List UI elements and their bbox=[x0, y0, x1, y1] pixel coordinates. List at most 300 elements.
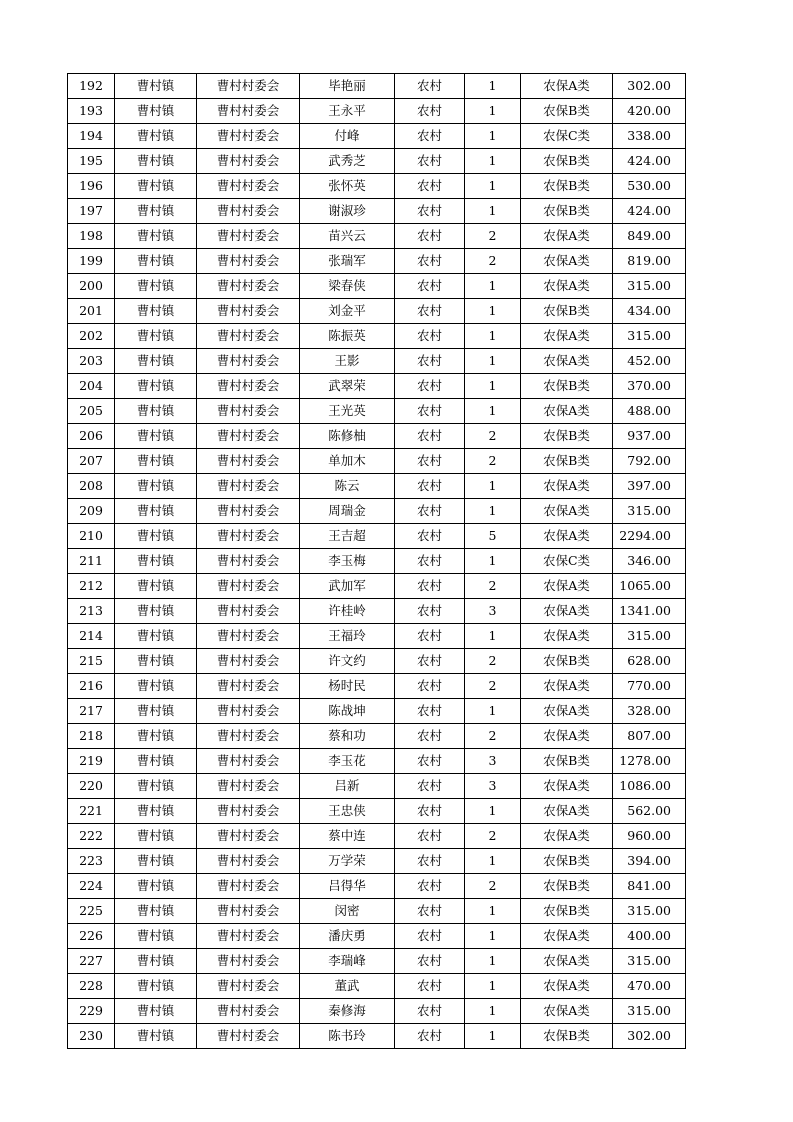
town-cell: 曹村镇 bbox=[115, 199, 197, 224]
amount-cell: 2294.00 bbox=[613, 524, 686, 549]
insurance-category-cell: 农保A类 bbox=[521, 949, 613, 974]
amount-cell: 346.00 bbox=[613, 549, 686, 574]
person-count-cell: 1 bbox=[465, 899, 521, 924]
village-committee-cell: 曹村村委会 bbox=[197, 399, 300, 424]
person-name-cell: 蔡中连 bbox=[300, 824, 395, 849]
town-cell: 曹村镇 bbox=[115, 124, 197, 149]
table-row bbox=[68, 549, 686, 574]
person-name-cell: 武翠荣 bbox=[300, 374, 395, 399]
household-type-cell: 农村 bbox=[395, 274, 465, 299]
person-count-cell: 2 bbox=[465, 424, 521, 449]
table-row bbox=[68, 749, 686, 774]
household-type-cell: 农村 bbox=[395, 424, 465, 449]
person-count-cell: 1 bbox=[465, 174, 521, 199]
roster-table bbox=[67, 73, 686, 1049]
insurance-category-cell: 农保A类 bbox=[521, 999, 613, 1024]
household-type-cell: 农村 bbox=[395, 674, 465, 699]
town-cell: 曹村镇 bbox=[115, 949, 197, 974]
household-type-cell: 农村 bbox=[395, 799, 465, 824]
person-name-cell: 王永平 bbox=[300, 99, 395, 124]
person-count-cell: 1 bbox=[465, 299, 521, 324]
person-count-cell: 1 bbox=[465, 324, 521, 349]
town-cell: 曹村镇 bbox=[115, 274, 197, 299]
amount-cell: 452.00 bbox=[613, 349, 686, 374]
insurance-category-cell: 农保A类 bbox=[521, 624, 613, 649]
row-number: 204 bbox=[68, 374, 115, 399]
row-number: 230 bbox=[68, 1024, 115, 1049]
amount-cell: 315.00 bbox=[613, 499, 686, 524]
person-name-cell: 付峰 bbox=[300, 124, 395, 149]
row-number: 221 bbox=[68, 799, 115, 824]
row-number: 225 bbox=[68, 899, 115, 924]
amount-cell: 562.00 bbox=[613, 799, 686, 824]
person-count-cell: 5 bbox=[465, 524, 521, 549]
person-name-cell: 秦修海 bbox=[300, 999, 395, 1024]
person-count-cell: 2 bbox=[465, 574, 521, 599]
person-count-cell: 2 bbox=[465, 824, 521, 849]
village-committee-cell: 曹村村委会 bbox=[197, 574, 300, 599]
person-count-cell: 1 bbox=[465, 199, 521, 224]
amount-cell: 424.00 bbox=[613, 199, 686, 224]
insurance-category-cell: 农保B类 bbox=[521, 899, 613, 924]
table-row bbox=[68, 574, 686, 599]
insurance-category-cell: 农保A类 bbox=[521, 824, 613, 849]
village-committee-cell: 曹村村委会 bbox=[197, 949, 300, 974]
insurance-category-cell: 农保A类 bbox=[521, 74, 613, 99]
table-row bbox=[68, 1024, 686, 1049]
amount-cell: 807.00 bbox=[613, 724, 686, 749]
person-count-cell: 2 bbox=[465, 874, 521, 899]
town-cell: 曹村镇 bbox=[115, 899, 197, 924]
household-type-cell: 农村 bbox=[395, 549, 465, 574]
table-row bbox=[68, 824, 686, 849]
village-committee-cell: 曹村村委会 bbox=[197, 99, 300, 124]
person-count-cell: 1 bbox=[465, 474, 521, 499]
amount-cell: 937.00 bbox=[613, 424, 686, 449]
row-number: 216 bbox=[68, 674, 115, 699]
person-count-cell: 1 bbox=[465, 624, 521, 649]
insurance-category-cell: 农保A类 bbox=[521, 499, 613, 524]
row-number: 220 bbox=[68, 774, 115, 799]
row-number: 209 bbox=[68, 499, 115, 524]
row-number: 229 bbox=[68, 999, 115, 1024]
row-number: 210 bbox=[68, 524, 115, 549]
amount-cell: 770.00 bbox=[613, 674, 686, 699]
household-type-cell: 农村 bbox=[395, 649, 465, 674]
household-type-cell: 农村 bbox=[395, 149, 465, 174]
town-cell: 曹村镇 bbox=[115, 574, 197, 599]
person-name-cell: 刘金平 bbox=[300, 299, 395, 324]
person-name-cell: 王影 bbox=[300, 349, 395, 374]
town-cell: 曹村镇 bbox=[115, 399, 197, 424]
household-type-cell: 农村 bbox=[395, 599, 465, 624]
table-row bbox=[68, 174, 686, 199]
table-row bbox=[68, 874, 686, 899]
person-name-cell: 吕得华 bbox=[300, 874, 395, 899]
village-committee-cell: 曹村村委会 bbox=[197, 699, 300, 724]
person-name-cell: 武加军 bbox=[300, 574, 395, 599]
person-name-cell: 陈云 bbox=[300, 474, 395, 499]
household-type-cell: 农村 bbox=[395, 899, 465, 924]
row-number: 213 bbox=[68, 599, 115, 624]
person-count-cell: 1 bbox=[465, 349, 521, 374]
row-number: 217 bbox=[68, 699, 115, 724]
amount-cell: 1065.00 bbox=[613, 574, 686, 599]
person-count-cell: 1 bbox=[465, 274, 521, 299]
household-type-cell: 农村 bbox=[395, 724, 465, 749]
town-cell: 曹村镇 bbox=[115, 524, 197, 549]
person-name-cell: 王光英 bbox=[300, 399, 395, 424]
amount-cell: 1086.00 bbox=[613, 774, 686, 799]
insurance-category-cell: 农保A类 bbox=[521, 349, 613, 374]
town-cell: 曹村镇 bbox=[115, 174, 197, 199]
household-type-cell: 农村 bbox=[395, 924, 465, 949]
household-type-cell: 农村 bbox=[395, 199, 465, 224]
town-cell: 曹村镇 bbox=[115, 774, 197, 799]
amount-cell: 792.00 bbox=[613, 449, 686, 474]
person-count-cell: 1 bbox=[465, 849, 521, 874]
village-committee-cell: 曹村村委会 bbox=[197, 349, 300, 374]
person-name-cell: 陈振英 bbox=[300, 324, 395, 349]
household-type-cell: 农村 bbox=[395, 99, 465, 124]
village-committee-cell: 曹村村委会 bbox=[197, 899, 300, 924]
insurance-category-cell: 农保B类 bbox=[521, 874, 613, 899]
row-number: 222 bbox=[68, 824, 115, 849]
village-committee-cell: 曹村村委会 bbox=[197, 149, 300, 174]
village-committee-cell: 曹村村委会 bbox=[197, 449, 300, 474]
amount-cell: 394.00 bbox=[613, 849, 686, 874]
table-row bbox=[68, 499, 686, 524]
insurance-category-cell: 农保A类 bbox=[521, 974, 613, 999]
person-name-cell: 陈书玲 bbox=[300, 1024, 395, 1049]
row-number: 226 bbox=[68, 924, 115, 949]
town-cell: 曹村镇 bbox=[115, 374, 197, 399]
person-count-cell: 1 bbox=[465, 924, 521, 949]
person-count-cell: 2 bbox=[465, 249, 521, 274]
person-count-cell: 1 bbox=[465, 374, 521, 399]
person-name-cell: 李瑞峰 bbox=[300, 949, 395, 974]
village-committee-cell: 曹村村委会 bbox=[197, 799, 300, 824]
household-type-cell: 农村 bbox=[395, 574, 465, 599]
table-row bbox=[68, 74, 686, 99]
amount-cell: 1341.00 bbox=[613, 599, 686, 624]
person-name-cell: 张怀英 bbox=[300, 174, 395, 199]
table-row bbox=[68, 399, 686, 424]
table-row bbox=[68, 974, 686, 999]
row-number: 200 bbox=[68, 274, 115, 299]
person-name-cell: 李玉梅 bbox=[300, 549, 395, 574]
row-number: 196 bbox=[68, 174, 115, 199]
insurance-category-cell: 农保B类 bbox=[521, 849, 613, 874]
village-committee-cell: 曹村村委会 bbox=[197, 74, 300, 99]
person-count-cell: 1 bbox=[465, 1024, 521, 1049]
village-committee-cell: 曹村村委会 bbox=[197, 299, 300, 324]
town-cell: 曹村镇 bbox=[115, 299, 197, 324]
town-cell: 曹村镇 bbox=[115, 549, 197, 574]
household-type-cell: 农村 bbox=[395, 399, 465, 424]
amount-cell: 420.00 bbox=[613, 99, 686, 124]
household-type-cell: 农村 bbox=[395, 974, 465, 999]
table-row bbox=[68, 649, 686, 674]
village-committee-cell: 曹村村委会 bbox=[197, 249, 300, 274]
village-committee-cell: 曹村村委会 bbox=[197, 774, 300, 799]
person-count-cell: 2 bbox=[465, 674, 521, 699]
insurance-category-cell: 农保C类 bbox=[521, 124, 613, 149]
village-committee-cell: 曹村村委会 bbox=[197, 724, 300, 749]
town-cell: 曹村镇 bbox=[115, 749, 197, 774]
table-row bbox=[68, 949, 686, 974]
town-cell: 曹村镇 bbox=[115, 999, 197, 1024]
person-name-cell: 万学荣 bbox=[300, 849, 395, 874]
village-committee-cell: 曹村村委会 bbox=[197, 499, 300, 524]
village-committee-cell: 曹村村委会 bbox=[197, 649, 300, 674]
person-count-cell: 1 bbox=[465, 699, 521, 724]
household-type-cell: 农村 bbox=[395, 249, 465, 274]
insurance-category-cell: 农保A类 bbox=[521, 599, 613, 624]
insurance-category-cell: 农保A类 bbox=[521, 924, 613, 949]
village-committee-cell: 曹村村委会 bbox=[197, 824, 300, 849]
insurance-category-cell: 农保A类 bbox=[521, 799, 613, 824]
row-number: 199 bbox=[68, 249, 115, 274]
amount-cell: 397.00 bbox=[613, 474, 686, 499]
table-row bbox=[68, 199, 686, 224]
household-type-cell: 农村 bbox=[395, 824, 465, 849]
insurance-category-cell: 农保A类 bbox=[521, 474, 613, 499]
row-number: 219 bbox=[68, 749, 115, 774]
person-name-cell: 谢淑珍 bbox=[300, 199, 395, 224]
village-committee-cell: 曹村村委会 bbox=[197, 1024, 300, 1049]
amount-cell: 488.00 bbox=[613, 399, 686, 424]
household-type-cell: 农村 bbox=[395, 849, 465, 874]
person-count-cell: 1 bbox=[465, 74, 521, 99]
town-cell: 曹村镇 bbox=[115, 499, 197, 524]
insurance-category-cell: 农保B类 bbox=[521, 199, 613, 224]
amount-cell: 424.00 bbox=[613, 149, 686, 174]
household-type-cell: 农村 bbox=[395, 874, 465, 899]
insurance-category-cell: 农保A类 bbox=[521, 224, 613, 249]
insurance-category-cell: 农保A类 bbox=[521, 524, 613, 549]
town-cell: 曹村镇 bbox=[115, 1024, 197, 1049]
person-count-cell: 3 bbox=[465, 599, 521, 624]
village-committee-cell: 曹村村委会 bbox=[197, 474, 300, 499]
household-type-cell: 农村 bbox=[395, 474, 465, 499]
insurance-category-cell: 农保A类 bbox=[521, 699, 613, 724]
table-row bbox=[68, 699, 686, 724]
person-name-cell: 毕艳丽 bbox=[300, 74, 395, 99]
amount-cell: 841.00 bbox=[613, 874, 686, 899]
person-name-cell: 许桂岭 bbox=[300, 599, 395, 624]
table-row bbox=[68, 799, 686, 824]
table-row bbox=[68, 99, 686, 124]
village-committee-cell: 曹村村委会 bbox=[197, 224, 300, 249]
amount-cell: 628.00 bbox=[613, 649, 686, 674]
table-row bbox=[68, 624, 686, 649]
row-number: 192 bbox=[68, 74, 115, 99]
household-type-cell: 农村 bbox=[395, 949, 465, 974]
insurance-category-cell: 农保A类 bbox=[521, 774, 613, 799]
row-number: 197 bbox=[68, 199, 115, 224]
insurance-category-cell: 农保A类 bbox=[521, 674, 613, 699]
person-name-cell: 李玉花 bbox=[300, 749, 395, 774]
amount-cell: 328.00 bbox=[613, 699, 686, 724]
insurance-category-cell: 农保A类 bbox=[521, 724, 613, 749]
row-number: 214 bbox=[68, 624, 115, 649]
village-committee-cell: 曹村村委会 bbox=[197, 199, 300, 224]
town-cell: 曹村镇 bbox=[115, 599, 197, 624]
village-committee-cell: 曹村村委会 bbox=[197, 524, 300, 549]
amount-cell: 315.00 bbox=[613, 624, 686, 649]
household-type-cell: 农村 bbox=[395, 999, 465, 1024]
town-cell: 曹村镇 bbox=[115, 674, 197, 699]
insurance-category-cell: 农保B类 bbox=[521, 149, 613, 174]
household-type-cell: 农村 bbox=[395, 74, 465, 99]
person-count-cell: 2 bbox=[465, 649, 521, 674]
person-name-cell: 王忠侠 bbox=[300, 799, 395, 824]
town-cell: 曹村镇 bbox=[115, 474, 197, 499]
amount-cell: 849.00 bbox=[613, 224, 686, 249]
table-row bbox=[68, 524, 686, 549]
village-committee-cell: 曹村村委会 bbox=[197, 324, 300, 349]
row-number: 198 bbox=[68, 224, 115, 249]
town-cell: 曹村镇 bbox=[115, 724, 197, 749]
person-name-cell: 苗兴云 bbox=[300, 224, 395, 249]
table-row bbox=[68, 349, 686, 374]
town-cell: 曹村镇 bbox=[115, 249, 197, 274]
insurance-category-cell: 农保B类 bbox=[521, 749, 613, 774]
row-number: 201 bbox=[68, 299, 115, 324]
village-committee-cell: 曹村村委会 bbox=[197, 674, 300, 699]
table-row bbox=[68, 224, 686, 249]
amount-cell: 1278.00 bbox=[613, 749, 686, 774]
household-type-cell: 农村 bbox=[395, 524, 465, 549]
town-cell: 曹村镇 bbox=[115, 349, 197, 374]
row-number: 227 bbox=[68, 949, 115, 974]
amount-cell: 315.00 bbox=[613, 324, 686, 349]
row-number: 211 bbox=[68, 549, 115, 574]
row-number: 223 bbox=[68, 849, 115, 874]
insurance-category-cell: 农保B类 bbox=[521, 1024, 613, 1049]
household-type-cell: 农村 bbox=[395, 624, 465, 649]
person-count-cell: 1 bbox=[465, 499, 521, 524]
person-count-cell: 1 bbox=[465, 124, 521, 149]
person-name-cell: 陈战坤 bbox=[300, 699, 395, 724]
town-cell: 曹村镇 bbox=[115, 874, 197, 899]
table-row bbox=[68, 124, 686, 149]
row-number: 202 bbox=[68, 324, 115, 349]
table-row bbox=[68, 899, 686, 924]
person-count-cell: 3 bbox=[465, 774, 521, 799]
amount-cell: 960.00 bbox=[613, 824, 686, 849]
village-committee-cell: 曹村村委会 bbox=[197, 999, 300, 1024]
insurance-category-cell: 农保B类 bbox=[521, 649, 613, 674]
town-cell: 曹村镇 bbox=[115, 224, 197, 249]
table-row bbox=[68, 274, 686, 299]
row-number: 228 bbox=[68, 974, 115, 999]
village-committee-cell: 曹村村委会 bbox=[197, 849, 300, 874]
table-row bbox=[68, 449, 686, 474]
amount-cell: 302.00 bbox=[613, 1024, 686, 1049]
person-count-cell: 1 bbox=[465, 999, 521, 1024]
person-name-cell: 董武 bbox=[300, 974, 395, 999]
amount-cell: 315.00 bbox=[613, 949, 686, 974]
household-type-cell: 农村 bbox=[395, 224, 465, 249]
village-committee-cell: 曹村村委会 bbox=[197, 599, 300, 624]
town-cell: 曹村镇 bbox=[115, 799, 197, 824]
town-cell: 曹村镇 bbox=[115, 424, 197, 449]
household-type-cell: 农村 bbox=[395, 699, 465, 724]
amount-cell: 315.00 bbox=[613, 999, 686, 1024]
person-name-cell: 单加木 bbox=[300, 449, 395, 474]
town-cell: 曹村镇 bbox=[115, 99, 197, 124]
town-cell: 曹村镇 bbox=[115, 649, 197, 674]
roster-body bbox=[68, 74, 686, 1049]
amount-cell: 315.00 bbox=[613, 899, 686, 924]
row-number: 203 bbox=[68, 349, 115, 374]
person-count-cell: 3 bbox=[465, 749, 521, 774]
table-row bbox=[68, 599, 686, 624]
table-row bbox=[68, 424, 686, 449]
person-count-cell: 1 bbox=[465, 974, 521, 999]
table-row bbox=[68, 724, 686, 749]
person-name-cell: 梁春侠 bbox=[300, 274, 395, 299]
person-name-cell: 王福玲 bbox=[300, 624, 395, 649]
person-count-cell: 1 bbox=[465, 99, 521, 124]
village-committee-cell: 曹村村委会 bbox=[197, 424, 300, 449]
insurance-category-cell: 农保C类 bbox=[521, 549, 613, 574]
household-type-cell: 农村 bbox=[395, 174, 465, 199]
table-row bbox=[68, 324, 686, 349]
person-count-cell: 1 bbox=[465, 149, 521, 174]
person-name-cell: 杨时民 bbox=[300, 674, 395, 699]
table-row bbox=[68, 149, 686, 174]
village-committee-cell: 曹村村委会 bbox=[197, 374, 300, 399]
insurance-category-cell: 农保B类 bbox=[521, 424, 613, 449]
person-count-cell: 1 bbox=[465, 799, 521, 824]
row-number: 193 bbox=[68, 99, 115, 124]
town-cell: 曹村镇 bbox=[115, 324, 197, 349]
household-type-cell: 农村 bbox=[395, 324, 465, 349]
village-committee-cell: 曹村村委会 bbox=[197, 924, 300, 949]
person-count-cell: 2 bbox=[465, 724, 521, 749]
village-committee-cell: 曹村村委会 bbox=[197, 749, 300, 774]
village-committee-cell: 曹村村委会 bbox=[197, 624, 300, 649]
person-count-cell: 1 bbox=[465, 949, 521, 974]
town-cell: 曹村镇 bbox=[115, 699, 197, 724]
household-type-cell: 农村 bbox=[395, 499, 465, 524]
row-number: 208 bbox=[68, 474, 115, 499]
insurance-category-cell: 农保B类 bbox=[521, 99, 613, 124]
town-cell: 曹村镇 bbox=[115, 149, 197, 174]
town-cell: 曹村镇 bbox=[115, 974, 197, 999]
row-number: 206 bbox=[68, 424, 115, 449]
household-type-cell: 农村 bbox=[395, 299, 465, 324]
village-committee-cell: 曹村村委会 bbox=[197, 974, 300, 999]
person-count-cell: 1 bbox=[465, 399, 521, 424]
person-count-cell: 2 bbox=[465, 224, 521, 249]
village-committee-cell: 曹村村委会 bbox=[197, 549, 300, 574]
town-cell: 曹村镇 bbox=[115, 924, 197, 949]
town-cell: 曹村镇 bbox=[115, 74, 197, 99]
amount-cell: 470.00 bbox=[613, 974, 686, 999]
household-type-cell: 农村 bbox=[395, 449, 465, 474]
insurance-category-cell: 农保A类 bbox=[521, 274, 613, 299]
insurance-category-cell: 农保B类 bbox=[521, 374, 613, 399]
amount-cell: 370.00 bbox=[613, 374, 686, 399]
row-number: 207 bbox=[68, 449, 115, 474]
village-committee-cell: 曹村村委会 bbox=[197, 174, 300, 199]
amount-cell: 819.00 bbox=[613, 249, 686, 274]
household-type-cell: 农村 bbox=[395, 774, 465, 799]
